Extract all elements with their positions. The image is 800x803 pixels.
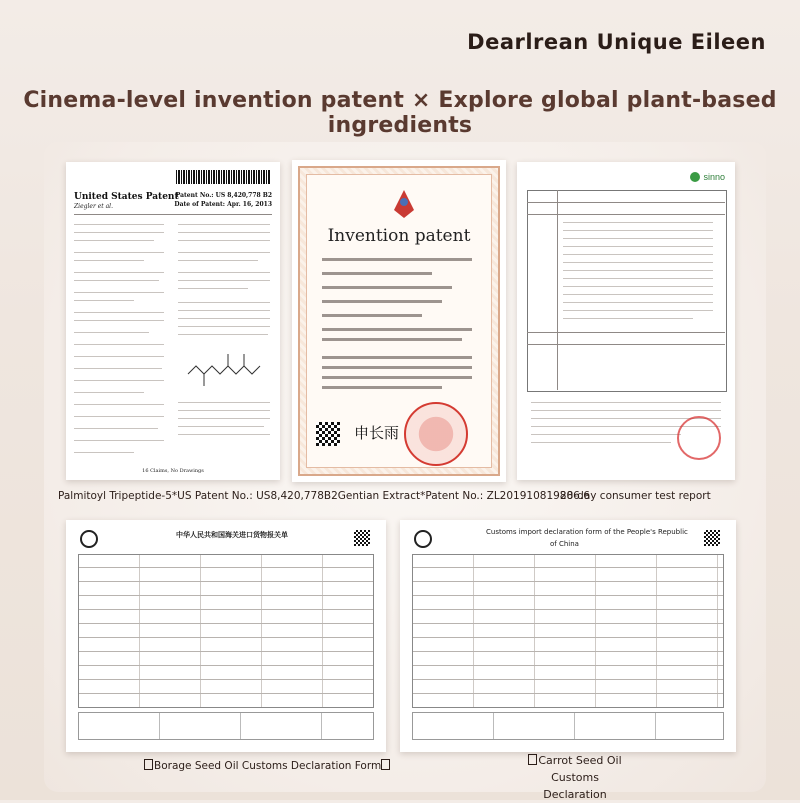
customs-emblem-icon [414,530,432,548]
text-line [178,272,270,273]
us-patent-footer: 16 Claims, No Drawings [142,468,204,474]
patent-no-label: Patent No.: [175,192,214,199]
text-line [74,428,158,429]
text-line [74,332,149,333]
patent-emblem-icon [392,190,416,218]
text-line [563,294,713,295]
text-line [531,410,721,411]
text-line [563,286,713,287]
customs-form-grid [412,554,724,708]
text-line [178,252,270,253]
us-patent-title: United States Patent [74,192,179,202]
text-line [178,418,270,419]
text-line [322,314,422,317]
text-line [178,310,270,311]
barcode-icon [176,170,270,184]
text-line [74,392,144,393]
text-line [74,416,164,417]
customs-emblem-icon [80,530,98,548]
invention-patent-title: Invention patent [327,226,471,246]
text-line [563,278,713,279]
text-line [563,246,713,247]
text-line [563,222,713,223]
text-line [178,232,270,233]
us-patent-document[interactable] [66,162,280,480]
text-line [322,300,442,303]
patent-date: Apr. 16, 2013 [227,201,272,208]
text-line [563,254,713,255]
bracket-icon [144,759,153,770]
borage-caption-text: Borage Seed Oil Customs Declaration Form [154,760,382,772]
text-line [74,252,164,253]
qr-code-icon [354,530,370,546]
text-line [178,288,248,289]
text-line [178,240,270,241]
text-line [74,440,164,441]
text-line [322,328,472,331]
text-line [178,434,270,435]
text-line [74,404,164,405]
borage-customs-declaration[interactable] [66,520,386,752]
lab-logo-text: sinno [703,172,725,182]
lab-logo-icon [690,172,700,182]
text-line [74,320,164,321]
text-line [178,318,270,319]
text-line [178,410,270,411]
test-stamp-icon [677,416,721,460]
text-line [74,300,134,301]
invention-patent-certificate[interactable] [292,160,506,482]
qr-code-icon [704,530,720,546]
text-line [563,238,713,239]
text-line [531,402,721,403]
test-report-document[interactable] [517,162,735,480]
customs-form-footer [78,712,374,740]
text-line [178,326,270,327]
text-line [74,452,134,453]
text-line [322,286,452,289]
carrot-caption-line1: Carrot Seed Oil Customs [538,754,622,784]
bracket-icon [381,759,390,770]
customs-form-grid [78,554,374,708]
text-line [322,258,472,261]
text-line [322,272,432,275]
carrot-caption [510,752,640,803]
text-line [74,368,162,369]
text-line [322,376,472,379]
text-line [322,386,442,389]
signature: 申长雨 [354,424,400,442]
customs-header-line1: Customs import declaration form of the People's Republic [486,528,688,536]
patent-caption: Palmitoyl Tripeptide-5*US Patent No.: US8,420,778B2Gentian Extract*Patent No.: ZL201910819806.6 [58,490,590,502]
patent-no: US 8,420,778 B2 [215,192,272,199]
divider [74,214,272,215]
text-line [563,270,713,271]
date-label: Date of Patent: [174,201,226,208]
text-line [322,338,462,341]
customs-form-footer [412,712,724,740]
text-line [74,260,144,261]
text-line [322,356,472,359]
text-line [531,434,681,435]
us-patent-inventor: Ziegler et al. [74,203,113,210]
us-patent-numbers [174,192,272,210]
text-line [74,224,164,225]
headline: Cinema-level invention patent × Explore global plant-based ingredients [23,88,777,138]
text-line [563,262,713,263]
carrot-customs-declaration[interactable] [400,520,736,752]
bracket-icon [528,754,537,765]
text-line [178,426,264,427]
test-lab-logo [690,172,725,182]
text-line [178,402,270,403]
text-line [563,302,713,303]
text-line [531,442,671,443]
text-line [74,232,164,233]
text-line [74,292,164,293]
brand-name: Dearlrean Unique Eileen [467,30,766,54]
official-seal-icon [404,402,468,466]
text-line [178,280,270,281]
text-line [178,302,270,303]
text-line [74,380,164,381]
text-line [563,310,713,311]
borage-caption [144,759,391,772]
text-line [563,230,713,231]
test-report-caption: 28-day consumer test report [560,490,711,502]
text-line [563,318,693,319]
text-line [74,344,164,345]
carrot-caption-line2: Declaration [543,788,607,801]
text-line [178,334,268,335]
text-line [74,240,154,241]
text-line [74,356,164,357]
text-line [178,224,270,225]
chemical-structure-icon [184,344,264,394]
text-line [74,272,164,273]
text-line [74,280,159,281]
text-line [178,260,258,261]
text-line [74,312,164,313]
table-rule [557,190,558,390]
qr-code-icon [316,422,340,446]
customs-header: 中华人民共和国海关进口货物报关单 [176,531,288,539]
text-line [322,366,472,369]
customs-header-line2: of China [550,540,579,548]
